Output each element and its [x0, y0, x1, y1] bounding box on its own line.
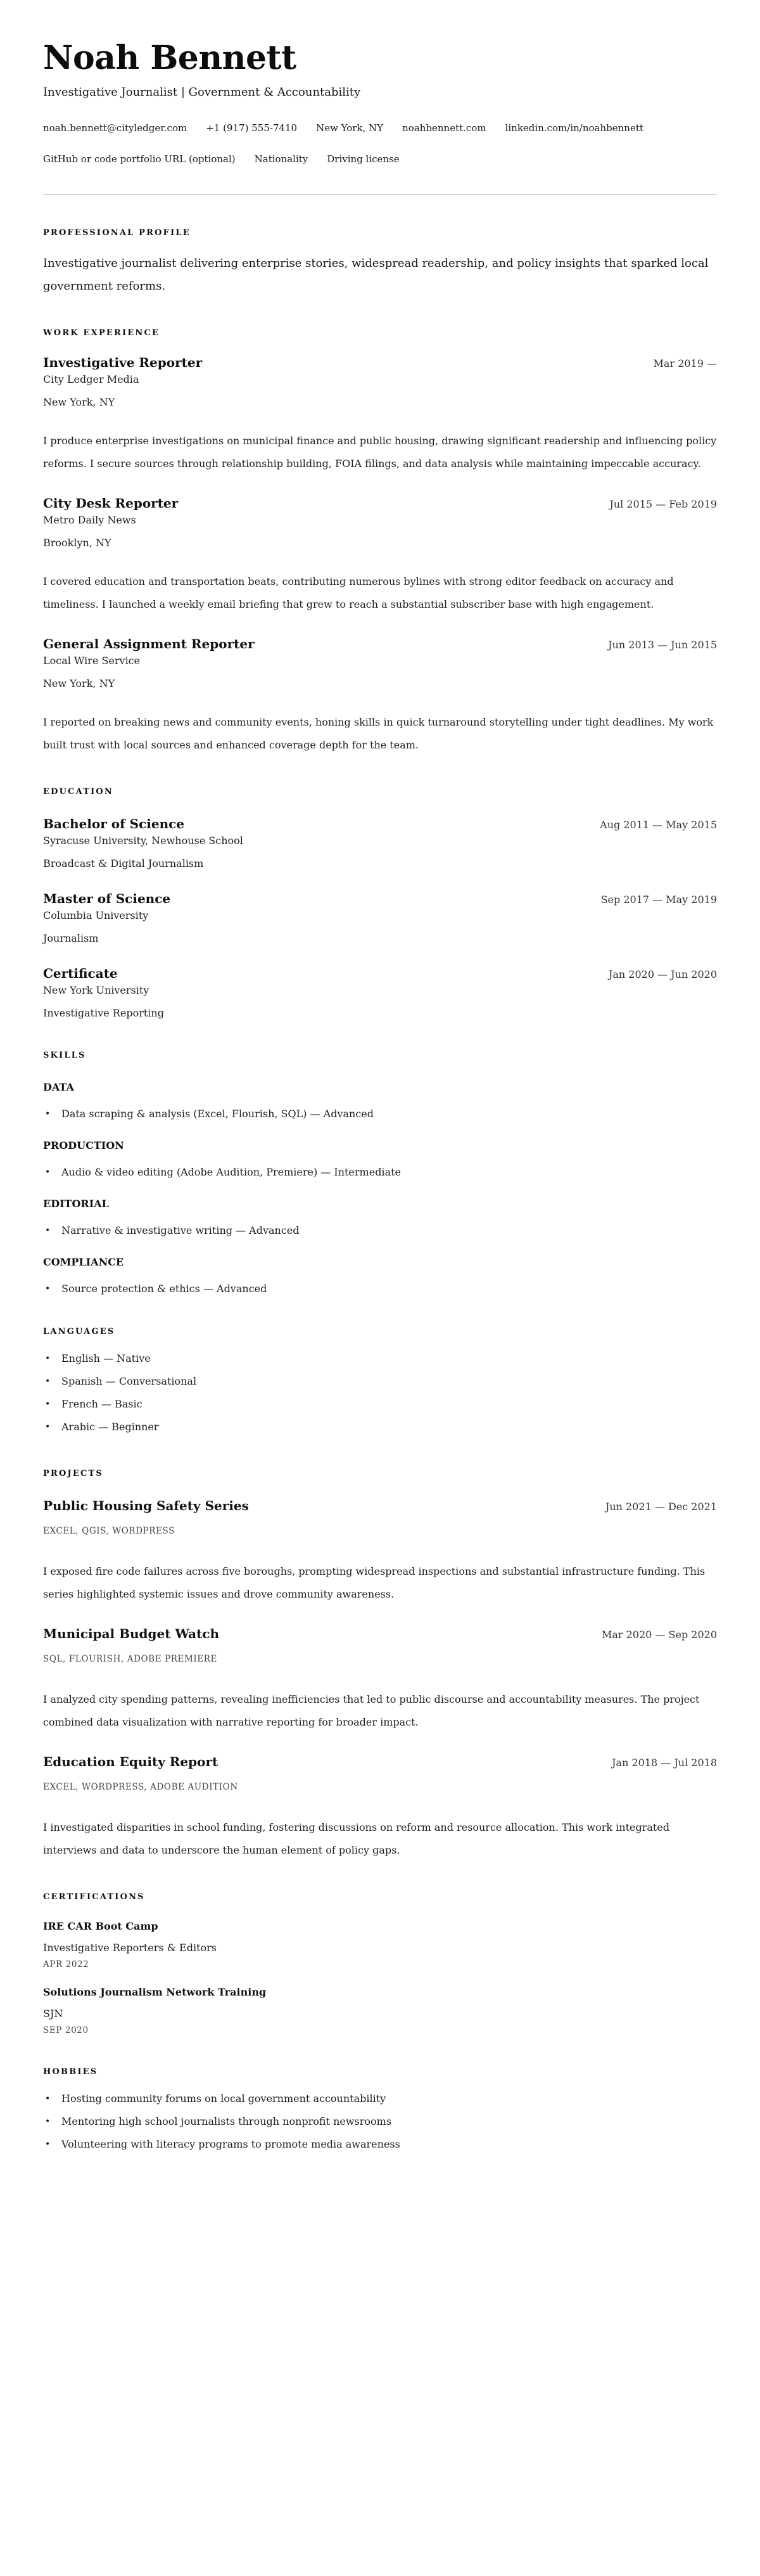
project-name: Public Housing Safety Series	[43, 1498, 249, 1513]
language-list	[43, 1347, 717, 1439]
hobby-item: • Hosting community forums on local government accountability	[43, 2087, 717, 2110]
bullet-icon: •	[45, 1167, 51, 1177]
job-dates: Mar 2019 —	[653, 357, 717, 369]
job-location: New York, NY	[43, 677, 115, 689]
education-entry	[43, 890, 717, 945]
job-description: I reported on breaking news and community events, honing skills in quick turnaround storytelling under tight deadlines. My work built trust with local sources and enhanced coverage depth for the team.	[43, 716, 714, 751]
section-title-languages: LANGUAGES	[43, 1327, 115, 1336]
job-dates: Jul 2015 — Feb 2019	[609, 498, 717, 510]
profile-section	[43, 227, 717, 298]
project-tech-stack: EXCEL, QGIS, WORDPRESS	[43, 1526, 175, 1536]
project-description: I analyzed city spending patterns, revealing inefficiencies that led to public discourse and accountability measures. The project combined data visualization with narrative reporting for broader impact.	[43, 1693, 700, 1728]
job-description: I produce enterprise investigations on municipal finance and public housing, drawing significant readership and influencing policy reforms. I secure sources through relationship building, FOIA filings, and data analysis while maintaining impeccable accuracy.	[43, 435, 717, 470]
bullet-icon: •	[45, 2139, 51, 2150]
bullet-icon: •	[45, 1399, 51, 1409]
school-name: Columbia University	[43, 909, 149, 921]
project-dates: Mar 2020 — Sep 2020	[601, 1629, 717, 1641]
degree-title: Certificate	[43, 966, 118, 981]
certification-entry	[43, 1919, 717, 1971]
project-entry	[43, 1497, 717, 1606]
skill-item: • Audio & video editing (Adobe Audition, Premiere) — Intermediate	[43, 1165, 717, 1180]
bullet-icon: •	[45, 1376, 51, 1387]
education-dates: Aug 2011 — May 2015	[600, 819, 717, 831]
job-company: Metro Daily News	[43, 514, 136, 526]
bullet-icon: •	[45, 2094, 51, 2104]
project-entry	[43, 1625, 717, 1734]
project-dates: Jan 2018 — Jul 2018	[612, 1757, 717, 1769]
education-section	[43, 786, 717, 1020]
section-title-work: WORK EXPERIENCE	[43, 328, 160, 338]
job-location: Brooklyn, NY	[43, 537, 111, 549]
certification-date: SEP 2020	[43, 2025, 89, 2035]
job-description: I covered education and transportation beats, contributing numerous bylines with strong editor feedback on accuracy and timeliness. I launched a weekly email briefing that grew to reach a substantial subscriber base with high engagement.	[43, 575, 674, 610]
skill-list	[43, 1281, 717, 1297]
school-name: New York University	[43, 984, 149, 996]
profile-summary: Investigative journalist delivering enterprise stories, widespread readership, and policy insights that sparked local government reforms.	[43, 257, 709, 293]
work-entry	[43, 635, 717, 757]
candidate-headline: Investigative Journalist | Government & Accountability	[43, 86, 361, 99]
education-entry	[43, 815, 717, 871]
education-dates: Sep 2017 — May 2019	[600, 894, 717, 906]
language-item: • English — Native	[43, 1347, 717, 1370]
certification-entry	[43, 1985, 717, 2037]
work-section	[43, 327, 717, 757]
job-company: Local Wire Service	[43, 655, 141, 667]
language-item: • Spanish — Conversational	[43, 1370, 717, 1393]
certification-issuer: Investigative Reporters & Editors	[43, 1942, 217, 1954]
certification-name: IRE CAR Boot Camp	[43, 1920, 158, 1932]
bullet-icon: •	[45, 1226, 51, 1236]
field-of-study: Broadcast & Digital Journalism	[43, 857, 204, 869]
section-title-projects: PROJECTS	[43, 1469, 103, 1478]
job-title: General Assignment Reporter	[43, 636, 255, 651]
contact-nationality: Nationality	[254, 153, 308, 165]
project-entry	[43, 1753, 717, 1862]
certifications-section	[43, 1891, 717, 2037]
project-description: I investigated disparities in school funding, fostering discussions on reform and resource allocation. This work integrated interviews and data to underscore the human element of policy gaps.	[43, 1821, 670, 1856]
contact-phone[interactable]: +1 (917) 555-7410	[206, 122, 298, 134]
skill-list	[43, 1223, 717, 1238]
project-tech-stack: SQL, FLOURISH, ADOBE PREMIERE	[43, 1654, 217, 1664]
project-tech-stack: EXCEL, WORDPRESS, ADOBE AUDITION	[43, 1782, 238, 1792]
hobby-item: • Mentoring high school journalists through nonprofit newsrooms	[43, 2110, 717, 2133]
field-of-study: Investigative Reporting	[43, 1007, 164, 1019]
section-title-education: EDUCATION	[43, 787, 114, 797]
skill-list	[43, 1165, 717, 1180]
contact-github[interactable]: GitHub or code portfolio URL (optional)	[43, 153, 236, 165]
job-location: New York, NY	[43, 396, 115, 408]
section-title-hobbies: HOBBIES	[43, 2067, 98, 2077]
job-title: Investigative Reporter	[43, 355, 203, 370]
education-dates: Jan 2020 — Jun 2020	[608, 968, 717, 980]
hobbies-section	[43, 2066, 717, 2156]
resume-header	[43, 37, 717, 195]
work-entry	[43, 494, 717, 616]
hobby-list	[43, 2087, 717, 2156]
languages-section	[43, 1326, 717, 1439]
school-name: Syracuse University, Newhouse School	[43, 835, 243, 847]
project-dates: Jun 2021 — Dec 2021	[605, 1501, 717, 1513]
work-entry	[43, 354, 717, 475]
hobby-item: • Volunteering with literacy programs to promote media awareness	[43, 2133, 717, 2156]
header-divider	[43, 194, 717, 195]
job-company: City Ledger Media	[43, 373, 139, 385]
certification-name: Solutions Journalism Network Training	[43, 1986, 267, 1998]
skill-category: PRODUCTION	[43, 1139, 124, 1151]
certification-issuer: SJN	[43, 2008, 63, 2020]
section-title-skills: SKILLS	[43, 1051, 86, 1060]
skill-item: • Source protection & ethics — Advanced	[43, 1281, 717, 1297]
bullet-icon: •	[45, 1284, 51, 1294]
degree-title: Bachelor of Science	[43, 816, 185, 831]
contact-driving-license: Driving license	[327, 153, 400, 165]
skill-item: • Narrative & investigative writing — Advanced	[43, 1223, 717, 1238]
bullet-icon: •	[45, 1422, 51, 1432]
skills-section	[43, 1049, 717, 1297]
candidate-name: Noah Bennett	[43, 39, 296, 77]
contact-list	[43, 113, 717, 175]
contact-email[interactable]: noah.bennett@cityledger.com	[43, 122, 187, 134]
education-entry	[43, 964, 717, 1020]
bullet-icon: •	[45, 1354, 51, 1364]
skill-item: • Data scraping & analysis (Excel, Flourish, SQL) — Advanced	[43, 1106, 717, 1122]
language-item: • French — Basic	[43, 1393, 717, 1416]
job-title: City Desk Reporter	[43, 496, 179, 511]
skill-category: DATA	[43, 1081, 74, 1093]
contact-website[interactable]: noahbennett.com	[402, 122, 486, 134]
skill-category: COMPLIANCE	[43, 1256, 124, 1268]
bullet-icon: •	[45, 1109, 51, 1119]
skill-category: EDITORIAL	[43, 1198, 109, 1210]
bullet-icon: •	[45, 2117, 51, 2127]
field-of-study: Journalism	[43, 932, 99, 944]
projects-section	[43, 1468, 717, 1862]
contact-linkedin[interactable]: linkedin.com/in/noahbennett	[505, 122, 643, 134]
skill-list	[43, 1106, 717, 1122]
section-title-certifications: CERTIFICATIONS	[43, 1892, 145, 1902]
section-title-profile: PROFESSIONAL PROFILE	[43, 228, 191, 238]
job-dates: Jun 2013 — Jun 2015	[608, 639, 717, 651]
language-item: • Arabic — Beginner	[43, 1416, 717, 1439]
project-description: I exposed fire code failures across five boroughs, prompting widespread inspections and substantial infrastructure funding. This series highlighted systemic issues and drove community awareness.	[43, 1565, 706, 1600]
project-name: Municipal Budget Watch	[43, 1626, 220, 1641]
project-name: Education Equity Report	[43, 1754, 218, 1769]
certification-date: APR 2022	[43, 1959, 89, 1970]
degree-title: Master of Science	[43, 891, 171, 906]
contact-location: New York, NY	[316, 122, 384, 134]
